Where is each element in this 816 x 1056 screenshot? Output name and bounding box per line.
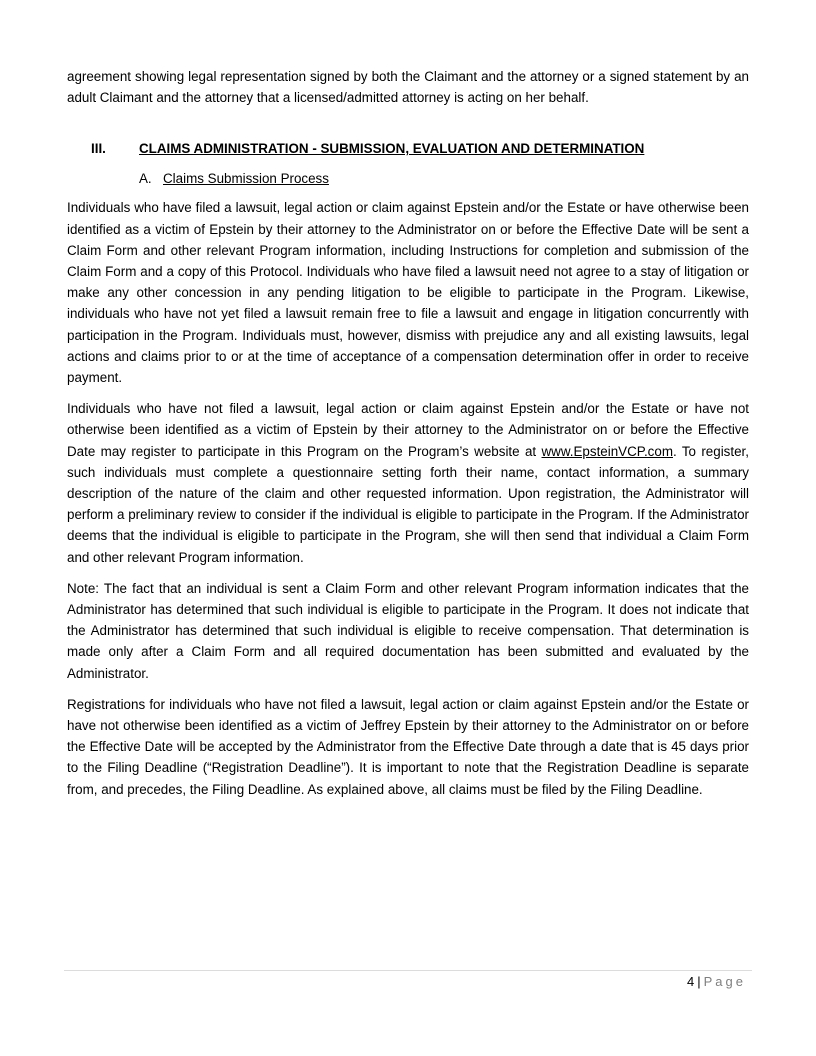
footer-separator: | bbox=[697, 974, 701, 989]
section-heading bbox=[91, 138, 749, 159]
page-number: 4 bbox=[687, 974, 695, 989]
website-link[interactable]: www.EpsteinVCP.com bbox=[541, 443, 673, 459]
subsection-title: Claims Submission Process bbox=[163, 171, 329, 187]
intro-paragraph: agreement showing legal representation signed by both the Claimant and the attorney or a signed statement by an adult Claimant and the attorney that a licensed/admitted attorney is acting on her behalf. bbox=[67, 69, 749, 106]
document-page bbox=[67, 66, 749, 800]
registration-text-end: . To register, such individuals must complete a questionnaire setting forth their name, contact information, a summary description of the nature of the claim and other requested information. Upon registration, the Administrator will perform a preliminary review to consider if the individual is eligible to participate in the Program. If the Administrator deems that the individual is eligible to participate in the Program, she will then send that individual a Claim Form and other relevant Program information. bbox=[67, 443, 749, 565]
registration-paragraph bbox=[67, 398, 749, 568]
page-label: Page bbox=[703, 974, 746, 989]
deadline-paragraph: Registrations for individuals who have not filed a lawsuit, legal action or claim against Epstein and/or the Estate or have not otherwise been identified as a victim of Jeffrey Epstein by their attorney to the Administrator on or before the Effective Date will be accepted by the Administrator from the Effective Date through a date that is 45 days prior to the Filing Deadline (“Registration Deadline”). It is important to note that the Registration Deadline is separate from, and precedes, the Filing Deadline. As explained above, all claims must be filed by the Filing Deadline. bbox=[67, 696, 749, 797]
footer-divider bbox=[64, 970, 752, 971]
subsection-letter: A. bbox=[139, 171, 152, 187]
section-title: CLAIMS ADMINISTRATION - SUBMISSION, EVALUATION AND DETERMINATION bbox=[139, 141, 645, 157]
section-number: III. bbox=[91, 141, 106, 157]
page-footer bbox=[687, 974, 746, 989]
note-paragraph: Note: The fact that an individual is sent a Claim Form and other relevant Program information indicates that the Administrator has determined that such individual is eligible to participate in the Program. It does not indicate that the Administrator has determined that such individual is eligible to receive compensation. That determination is made only after a Claim Form and all required documentation has been submitted and evaluated by the Administrator. bbox=[67, 580, 749, 681]
submission-paragraph: Individuals who have filed a lawsuit, legal action or claim against Epstein and/or the Estate or have otherwise been identified as a victim of Epstein by their attorney to the Administrator on or before the Effective Date will be sent a Claim Form and other relevant Program information, including Instructions for completion and submission of the Claim Form and a copy of this Protocol. Individuals who have filed a lawsuit need not agree to a stay of litigation or make any other concession in any pending litigation to be eligible to participate in the Program. Likewise, individuals who have not yet filed a lawsuit remain free to file a lawsuit and engage in litigation concurrently with participation in the Program. Individuals must, however, dismiss with prejudice any and all existing lawsuits, legal actions and claims prior to or at the time of acceptance of a compensation determination offer in order to receive payment. bbox=[67, 200, 749, 386]
subsection-heading bbox=[139, 168, 749, 189]
registration-text-start: Individuals who have not filed a lawsuit, legal action or claim against Epstein and/or the Estate or have not otherwise been identified as a victim of Epstein by their attorney to the Administrator on or before the Effective Date may register to participate in this Program on the Program’s website at bbox=[67, 401, 749, 459]
